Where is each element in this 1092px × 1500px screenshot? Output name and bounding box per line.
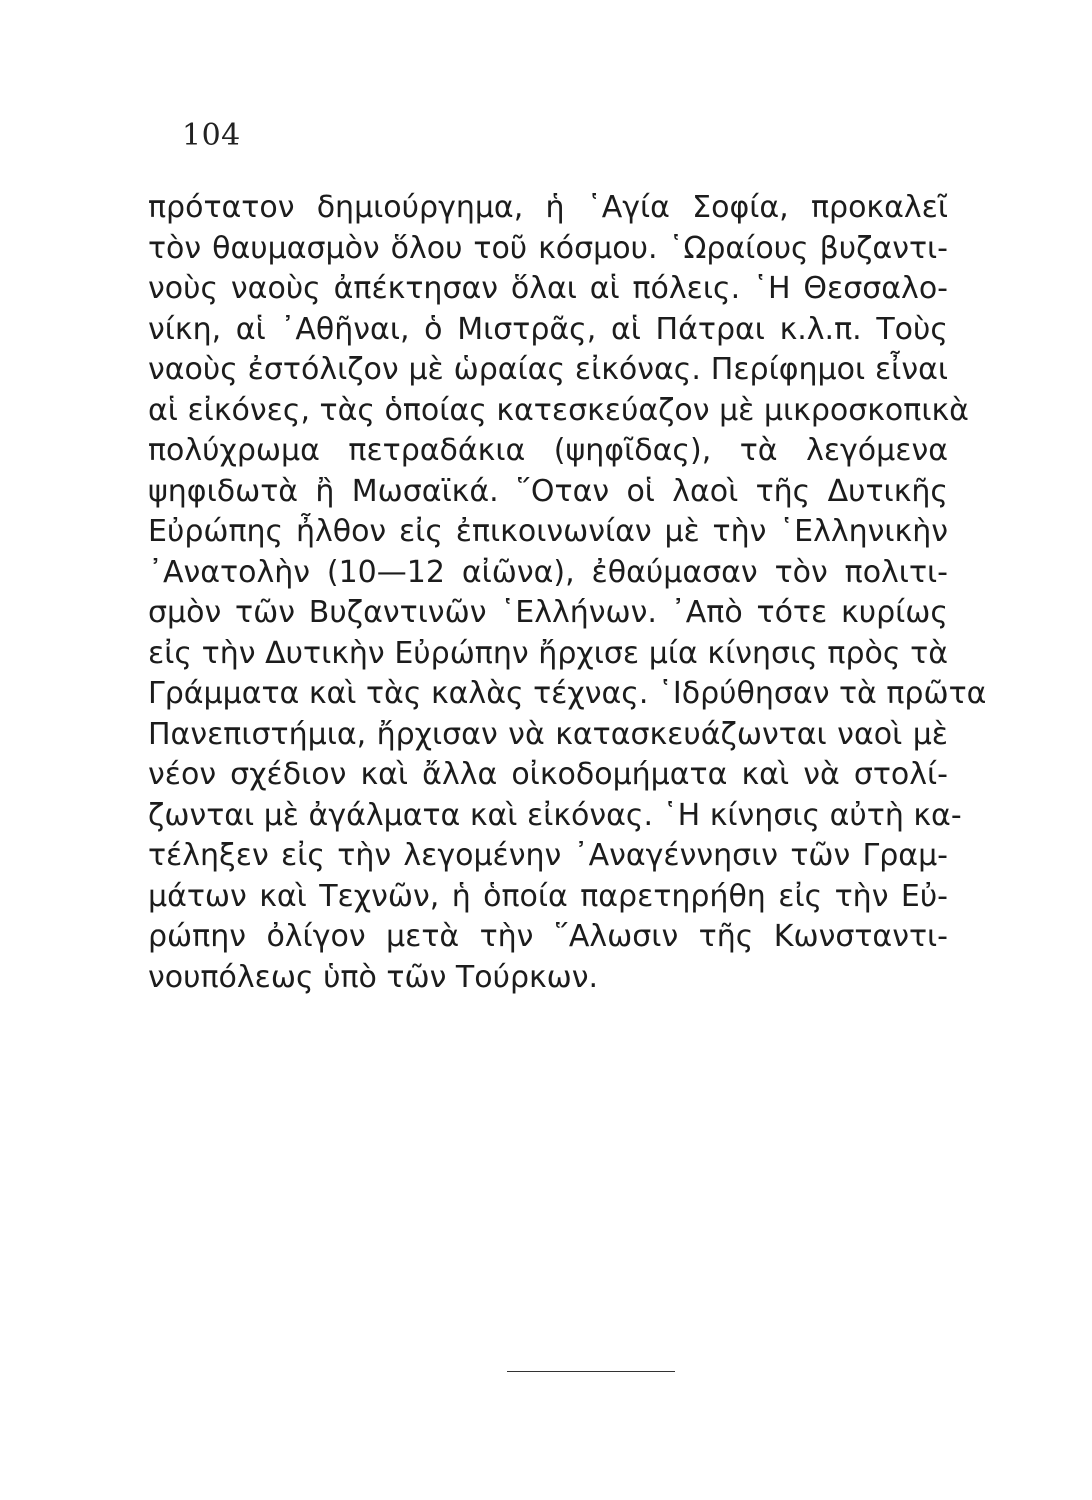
text-line: ᾿Ανατολὴν (10—12 αἰῶνα), ἐθαύμασαν τὸν πολιτι-: [148, 554, 948, 590]
footnote-divider: [507, 1371, 675, 1372]
text-line: ψηφιδωτὰ ἢ Μωσαϊκά. ῞Οταν οἱ λαοὶ τῆς Δυτικῆς: [148, 473, 948, 509]
text-line: αἱ εἰκόνες, τὰς ὁποίας κατεσκεύαζον μὲ μικροσκοπικὰ: [148, 392, 969, 428]
text-line: νέον σχέδιον καὶ ἄλλα οἰκοδομήματα καὶ νὰ στολί-: [148, 757, 948, 792]
text-line: τέληξεν εἰς τὴν λεγομένην ᾿Αναγέννησιν τῶν Γραμ-: [148, 838, 948, 873]
text-line: τὸν θαυμασμὸν ὅλου τοῦ κόσμου. ῾Ωραίους βυζαντι-: [148, 230, 948, 266]
text-line: μάτων καὶ Τεχνῶν, ἡ ὁποία παρετηρήθη εἰς τὴν Εὐ-: [148, 878, 948, 914]
text-line: Εὐρώπης ἦλθον εἰς ἐπικοινωνίαν μὲ τὴν ῾Ελληνικὴν: [148, 514, 948, 549]
text-line: νοὺς ναοὺς ἀπέκτησαν ὅλαι αἱ πόλεις. ῾Η Θεσσαλο-: [148, 271, 948, 306]
text-line: ναοὺς ἐστόλιζον μὲ ὡραίας εἰκόνας. Περίφημοι εἶναι: [148, 352, 948, 387]
page-number: 104: [182, 118, 241, 153]
body-paragraph: [148, 188, 987, 998]
text-line: νουπόλεως ὑπὸ τῶν Τούρκων.: [148, 959, 599, 995]
text-line: νίκη, αἱ ᾿Αθῆναι, ὁ Μιστρᾶς, αἱ Πάτραι κ.λ.π. Τοὺς: [148, 311, 948, 347]
text-line: ρώπην ὀλίγον μετὰ τὴν ῞Αλωσιν τῆς Κωνσταντι-: [148, 919, 948, 954]
text-line: ζωνται μὲ ἀγάλματα καὶ εἰκόνας. ῾Η κίνησις αὐτὴ κα-: [148, 797, 962, 833]
text-line: Πανεπιστήμια, ἤρχισαν νὰ κατασκευάζωνται ναοὶ μὲ: [148, 716, 948, 752]
text-line: πολύχρωμα πετραδάκια (ψηφῖδας), τὰ λεγόμενα: [148, 433, 948, 468]
text-line: Γράμματα καὶ τὰς καλὰς τέχνας. ῾Ιδρύθησαν τὰ πρῶτα: [148, 676, 987, 711]
text-line: εἰς τὴν Δυτικὴν Εὐρώπην ἤρχισε μία κίνησις πρὸς τὰ: [148, 635, 948, 671]
text-line: σμὸν τῶν Βυζαντινῶν ῾Ελλήνων. ᾿Απὸ τότε κυρίως: [148, 595, 948, 630]
text-line: πρότατον δημιούργημα, ἡ ῾Αγία Σοφία, προκαλεῖ: [148, 190, 948, 225]
